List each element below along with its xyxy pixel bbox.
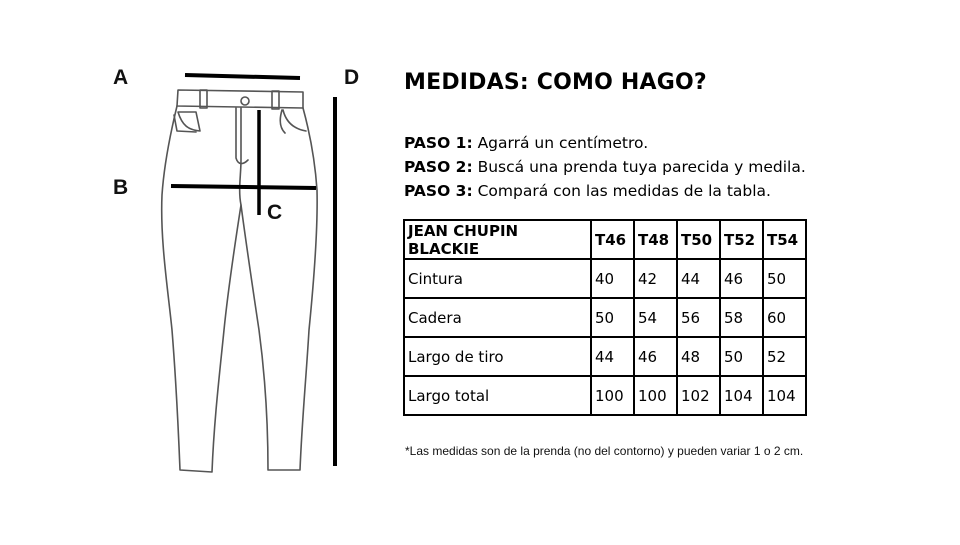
table-header-size: T50	[677, 220, 720, 259]
table-cell: 50	[591, 298, 634, 337]
table-cell: 100	[591, 376, 634, 415]
step-3	[404, 179, 806, 203]
table-header-size: T52	[720, 220, 763, 259]
step-1	[404, 131, 806, 155]
jeans-measurement-figure	[0, 0, 380, 540]
table-cell: 52	[763, 337, 806, 376]
table-header-product: JEAN CHUPIN BLACKIE	[404, 220, 591, 259]
table-row	[404, 259, 806, 298]
table-cell: 60	[763, 298, 806, 337]
label-b: B	[113, 176, 129, 199]
table-cell: 44	[591, 337, 634, 376]
table-row	[404, 337, 806, 376]
hip-measure-line	[171, 186, 316, 188]
table-row	[404, 376, 806, 415]
page-title: MEDIDAS: COMO HAGO?	[404, 70, 707, 95]
table-cell: 46	[720, 259, 763, 298]
table-cell: 58	[720, 298, 763, 337]
step-1-text: Agarrá un centímetro.	[472, 134, 649, 152]
row-label: Cintura	[404, 259, 591, 298]
footnote: *Las medidas son de la prenda (no del contorno) y pueden variar 1 o 2 cm.	[405, 444, 804, 458]
row-label: Largo total	[404, 376, 591, 415]
jeans-illustration	[0, 0, 380, 540]
table-header-row	[404, 220, 806, 259]
jeans-button	[241, 97, 249, 105]
jeans-left-pocket	[178, 112, 200, 131]
table-cell: 104	[763, 376, 806, 415]
step-3-text: Compará con las medidas de la tabla.	[472, 182, 771, 200]
table-cell: 50	[720, 337, 763, 376]
table-cell: 46	[634, 337, 677, 376]
jeans-outline	[162, 106, 317, 472]
label-c: C	[267, 201, 283, 224]
table-cell: 44	[677, 259, 720, 298]
size-table	[403, 219, 807, 416]
table-cell: 50	[763, 259, 806, 298]
table-cell: 56	[677, 298, 720, 337]
row-label: Largo de tiro	[404, 337, 591, 376]
step-2-label: PASO 2:	[404, 158, 473, 176]
table-cell: 100	[634, 376, 677, 415]
step-2	[404, 155, 806, 179]
table-cell: 54	[634, 298, 677, 337]
table-row	[404, 298, 806, 337]
step-3-label: PASO 3:	[404, 182, 473, 200]
table-header-size: T48	[634, 220, 677, 259]
label-a: A	[113, 66, 129, 89]
table-header-size: T54	[763, 220, 806, 259]
table-cell: 48	[677, 337, 720, 376]
step-1-label: PASO 1:	[404, 134, 473, 152]
table-header-size: T46	[591, 220, 634, 259]
table-cell: 104	[720, 376, 763, 415]
row-label: Cadera	[404, 298, 591, 337]
step-2-text: Buscá una prenda tuya parecida y medila.	[472, 158, 806, 176]
table-cell: 102	[677, 376, 720, 415]
label-d: D	[344, 66, 360, 89]
jeans-waistband	[177, 90, 303, 108]
steps-list	[404, 131, 806, 203]
jeans-right-pocket	[283, 110, 306, 131]
table-cell: 42	[634, 259, 677, 298]
table-cell: 40	[591, 259, 634, 298]
waist-measure-line	[185, 75, 300, 78]
